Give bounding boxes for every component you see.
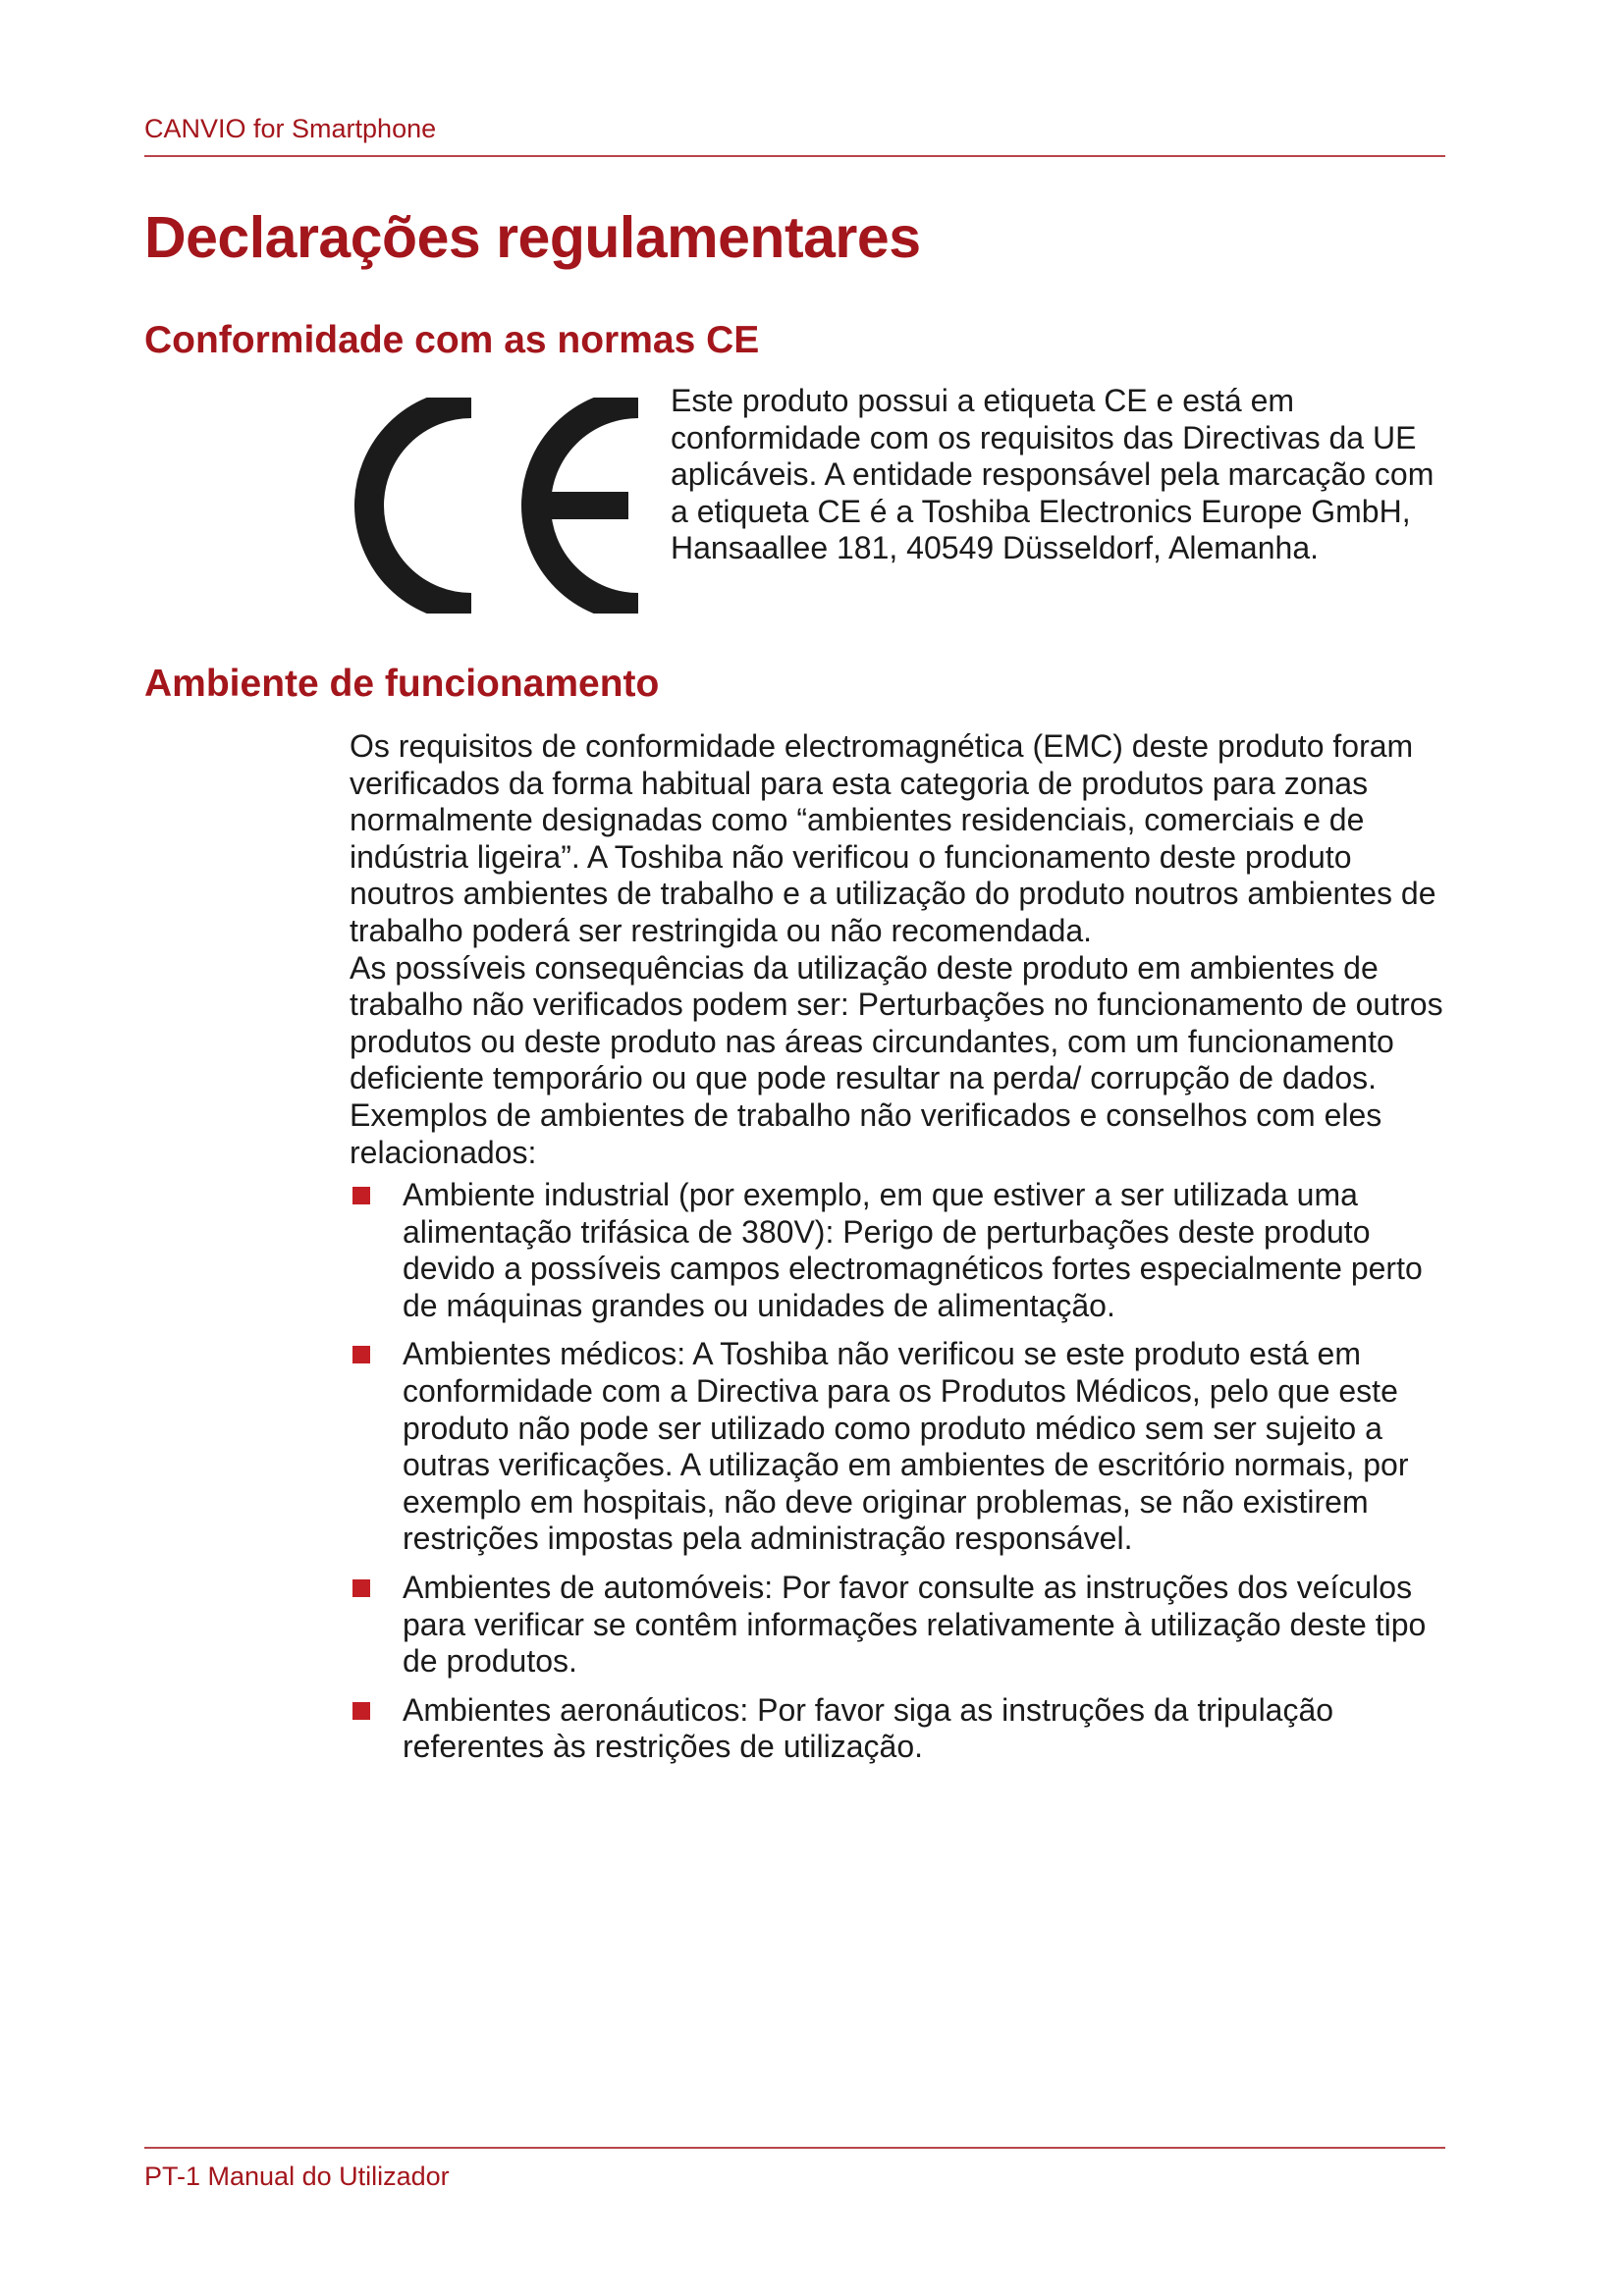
list-item-text: Ambientes médicos: A Toshiba não verificou se este produto está em conformidade com a Directiva para os Produtos Médicos, pelo que este produto não pode ser utilizado como produto médico sem ser sujeito a outras verificações. A utilização em ambientes de escritório normais, por exemplo em hospitais, não deve originar problemas, se não existirem restrições impostas pela administração responsável.	[403, 1336, 1409, 1557]
footer-rule	[144, 2147, 1445, 2149]
running-header: CANVIO for Smartphone	[144, 114, 437, 143]
environment-paragraph-2: As possíveis consequências da utilização deste produto em ambientes de trabalho não verificados podem ser: Perturbações no funcionamento de outros produtos ou deste produto nas áreas circundantes, com um funcionamento deficiente temporário ou que pode resultar na perda/ corrupção de dados. Exemplos de ambientes de trabalho não verificados e conselhos com eles relacionados:	[350, 949, 1443, 1170]
ce-section-heading: Conformidade com as normas CE	[144, 319, 760, 361]
page-title: Declarações regulamentares	[144, 205, 921, 270]
list-item-text: Ambiente industrial (por exemplo, em que estiver a ser utilizada uma alimentação trifásica de 380V): Perigo de perturbações deste produto devido a possíveis campos electromagnéticos fortes especialmente perto de máquinas grandes ou unidades de alimentação.	[403, 1177, 1423, 1323]
square-bullet-icon	[352, 1702, 370, 1720]
environment-body	[350, 728, 1445, 1171]
list-item	[350, 1692, 1445, 1766]
ce-mark-e-bar	[536, 492, 628, 519]
square-bullet-icon	[352, 1346, 370, 1363]
environment-paragraph-1: Os requisitos de conformidade electromagnética (EMC) deste produto foram verificados da forma habitual para esta categoria de produtos para zonas normalmente designadas como “ambientes residenciais, comerciais e de indústria ligeira”. A Toshiba não verificou o funcionamento deste produto noutros ambientes de trabalho e a utilização do produto noutros ambientes de trabalho poderá ser restringida ou não recomendada.	[350, 728, 1436, 948]
running-footer: PT-1 Manual do Utilizador	[144, 2162, 450, 2191]
environment-bullet-list	[350, 1177, 1445, 1778]
list-item	[350, 1336, 1445, 1558]
list-item	[350, 1570, 1445, 1681]
ce-mark-icon	[353, 398, 653, 614]
list-item	[350, 1177, 1445, 1324]
square-bullet-icon	[352, 1579, 370, 1597]
ce-mark-c	[369, 403, 471, 608]
square-bullet-icon	[352, 1187, 370, 1204]
ce-paragraph: Este produto possui a etiqueta CE e está em conformidade com os requisitos das Directivas da UE aplicáveis. A entidade responsável pela marcação com a etiqueta CE é a Toshiba Electronics Europe GmbH, Hansaallee 181, 40549 Düsseldorf, Alemanha.	[671, 383, 1435, 566]
header-rule	[144, 155, 1445, 157]
environment-section-heading: Ambiente de funcionamento	[144, 663, 660, 705]
list-item-text: Ambientes de automóveis: Por favor consulte as instruções dos veículos para verificar se contêm informações relativamente à utilização deste tipo de produtos.	[403, 1569, 1427, 1680]
list-item-text: Ambientes aeronáuticos: Por favor siga as instruções da tripulação referentes às restrições de utilização.	[403, 1691, 1334, 1765]
